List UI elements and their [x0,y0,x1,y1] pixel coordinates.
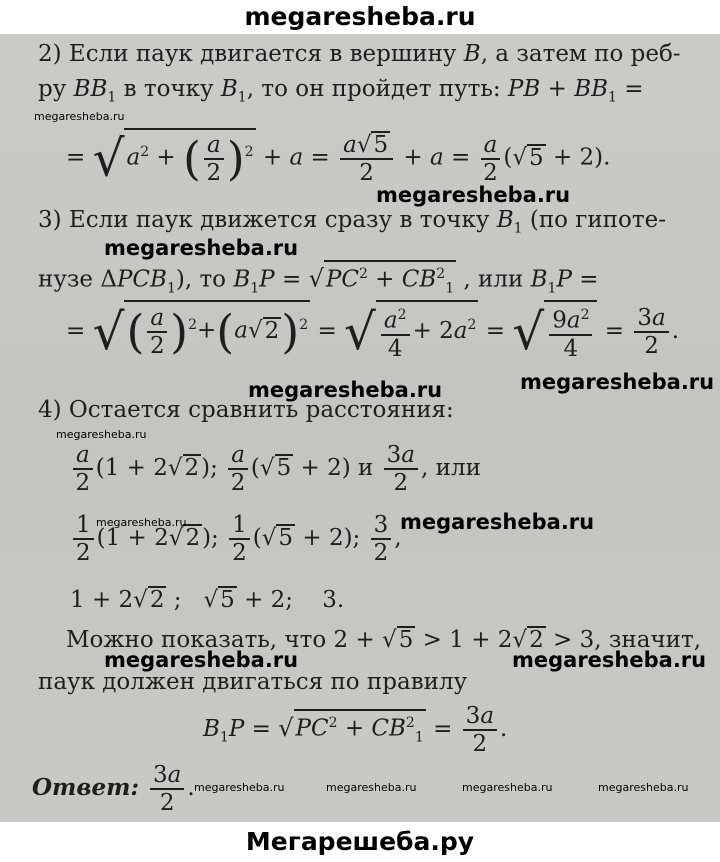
p4-row2: $\frac{1}{2}$ (1 + 2√2); $\frac{1}{2}$ (√5 + 2); $\frac{3}{2}$ , [70,510,402,566]
p4-row1: $\frac{a}{2}$ (1 + 2√2); $\frac{a}{2}$ (√5 + 2) и $\frac{3a}{2}$ , или [70,440,481,496]
watermark-small: megaresheba.ru [326,781,417,794]
watermark: megaresheba.ru [248,378,443,402]
p2-line2: ру $BB_1$ в точку $B_1$, то он пройдет путь: PB + $BB_1$ = [38,76,644,106]
site-header[interactable]: megaresheba.ru [0,0,720,34]
watermark-small: megaresheba.ru [56,428,147,441]
p3-line2: нузе $\Delta PCB_1$), то $B_1P = √PC^2 + CB^2_1$ , или $B_1P$ = [38,260,599,302]
answer-line: Ответ: $\frac{3a}{2}$ . [32,762,195,816]
watermark: megaresheba.ru [512,648,707,672]
watermark-small: megaresheba.ru [34,110,125,123]
p2-line1: 2) Если паук двигается в вершину B, а затем по реб- [38,41,681,67]
watermark-small: megaresheba.ru [96,516,187,529]
p4-line2: Можно показать, что 2 + √5 > 1 + 2√2 > 3, значит, [66,627,702,653]
watermark: megaresheba.ru [376,183,571,207]
watermark-small: megaresheba.ru [194,781,285,794]
watermark-small: megaresheba.ru [462,781,553,794]
watermark: megaresheba.ru [104,648,299,672]
p4-line3: паук должен двигаться по правилу [38,669,468,695]
p3-line1: 3) Если паук движется сразу в точку $B_1$ (по гипоте- [38,207,666,237]
p4-line1: 4) Остается сравнить расстояния: [38,397,454,423]
p4-row3: 1 + 2√2 ; √5 + 2; 3. [70,587,345,613]
watermark: megaresheba.ru [520,370,715,394]
p4-equation: $B_1P = √PC^2 + CB^2_1$ = $\frac{3a}{2}$ . [203,703,508,757]
answer-label: Ответ: [32,774,139,801]
p3-equation: = √( $\frac{a}{2}$ )$^2+(a√2)^2$ = √ $\frac{a^2}{4}$ + $2a^2$ = √ $\frac{9a^2}{4}$ = $\frac{3a}{2}$ . [66,300,679,362]
watermark: megaresheba.ru [400,510,595,534]
watermark: megaresheba.ru [104,236,299,260]
site-footer[interactable]: Мегарешеба.ру [0,822,720,862]
watermark-small: megaresheba.ru [598,781,689,794]
p2-equation: = $√a^2$ + ( $\frac{a}{2}$ )$^2$ + a = $\frac{a√5}{2}$ + a = $\frac{a}{2}$ (√5 + 2). [66,129,611,188]
